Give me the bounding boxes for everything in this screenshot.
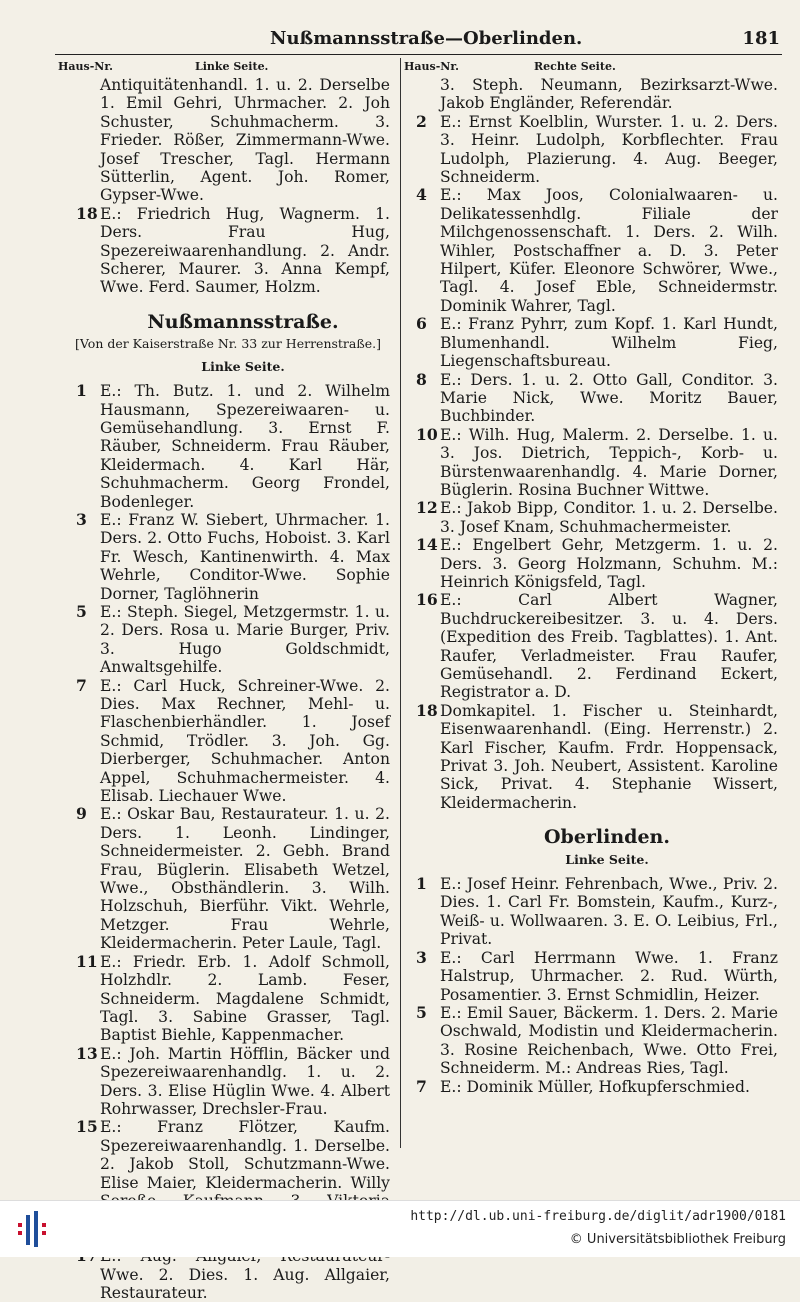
left-house-number-header: Haus-Nr. xyxy=(58,60,113,73)
address-entry xyxy=(406,113,778,187)
right-side-header: Rechte Seite. xyxy=(534,60,616,73)
entry-text: E.: Friedrich Hug, Wagnerm. 1. Ders. Frau Hug, Spezereiwaarenhandlung. 2. Andr. Scherer, Maurer. 3. Anna Kempf, Wwe. Ferd. Saumer, Holzm. xyxy=(100,204,390,297)
address-entry xyxy=(406,875,778,949)
house-number: 3 xyxy=(76,509,87,529)
house-number: 5 xyxy=(416,1002,427,1022)
house-number: 15 xyxy=(76,1117,98,1137)
column-divider xyxy=(400,58,401,1148)
entry-text: E.: Franz Flötzer, Kaufm. Spezereiwaarenhandlg. 1. Derselbe. 2. Jakob Stoll, Schutzmann-Wwe. Elise Maier, Kleidermacherin. Willy xyxy=(100,1118,390,1192)
left-side-header: Linke Seite. xyxy=(195,60,269,73)
section-title: Nußmannsstraße. xyxy=(147,310,339,333)
left-entry-list xyxy=(66,382,390,1302)
right-house-number-header: Haus-Nr. xyxy=(404,60,459,73)
entry-text: Wwe. 2. Dies. 1. Aug. Allgaier, Restaurateur. xyxy=(100,1265,390,1302)
right-column xyxy=(406,76,778,1096)
entry-text: E.: Joh. Martin Höfflin, Bäcker und Spezereiwaarenhandlg. 1. u. 2. Ders. 3. Elise Hüglin Wwe. 4. Albert Rohrwasser, Drechsler-Frau. xyxy=(100,1044,390,1118)
house-number: 18 xyxy=(76,203,98,223)
house-number: 4 xyxy=(416,185,427,205)
section-side-label: Linke Seite. xyxy=(565,851,649,867)
address-entry xyxy=(66,1045,390,1119)
house-number: 2 xyxy=(416,111,427,131)
address-entry xyxy=(406,1004,778,1078)
address-entry xyxy=(406,949,778,1004)
entry-text: E.: Franz Pyhrr, zum Kopf. 1. Karl Hundt, Blumenhandl. Wilhelm Fieg, Liegenschaftsbureau. xyxy=(440,315,778,371)
house-number: 6 xyxy=(416,314,427,334)
entry-text: E.: Th. Butz. 1. und 2. Wilhelm Hausmann, Spezereiwaaren- u. Gemüsehandlung. 3. Ernst F. Räuber, Schneiderm. Frau Räuber, Kleidermach. 4. Karl Här, Schuhmacherm. Georg Frondel, Bodenleger. xyxy=(100,382,390,511)
address-entry xyxy=(406,1078,778,1096)
address-entry xyxy=(66,382,390,511)
entry-text: Domkapitel. 1. Fischer u. Steinhardt, Eisenwaarenhandl. (Eing. Herrenstr.) 2. Karl Fischer, Kaufm. Frdr. Hoppensack, Privat 3. Joh. Neubert, Assistent. Karoline Sick, Privat. 4. Stephanie Wissert, Kleidermacherin. xyxy=(440,701,778,812)
entry-text: E.: Dominik Müller, Hofkupferschmied. xyxy=(440,1077,750,1096)
house-number: 14 xyxy=(416,535,438,555)
entry-text: E.: Max Joos, Colonialwaaren- u. Delikatessenhdlg. Filiale der Milchgenossenschaft. 1. Ders. 2. Wilh. Wihler, Postschaffner a. D. 3. Peter Hilpert, Küfer. Eleonore Schwörer, Wwe., Tagl. 4. Josef Eble, Schneidermstr. Dominik Wahrer, Tagl. xyxy=(440,186,778,315)
right-entry-list-2 xyxy=(406,875,778,1096)
address-entry xyxy=(406,186,778,315)
address-entry xyxy=(406,315,778,370)
address-entry xyxy=(406,536,778,591)
entry-text: E.: Josef Heinr. Fehrenbach, Wwe., Priv. 2. Dies. 1. Carl Fr. Bomstein, Kaufm., Kurz-, Weiß- u. Wollwaaren. 3. E. O. Leibius, Frl., Privat. xyxy=(440,875,778,949)
house-number: 11 xyxy=(76,951,98,971)
house-number: 16 xyxy=(416,590,438,610)
section-subtitle: [Von der Kaiserstraße Nr. 33 zur Herrenstraße.] xyxy=(75,336,381,352)
house-number: 10 xyxy=(416,424,438,444)
house-number: 3 xyxy=(416,947,427,967)
entry-text: E.: Jakob Bipp, Conditor. 1. u. 2. Derselbe. 3. Josef Knam, Schuhmachermeister. xyxy=(440,499,778,536)
address-entry xyxy=(406,499,778,536)
address-entry xyxy=(66,205,390,297)
page-title: Nußmannsstraße—Oberlinden. xyxy=(270,28,583,49)
entry-text: E.: Ernst Koelblin, Wurster. 1. u. 2. Ders. 3. Heinr. Ludolph, Korbflechter. Frau Ludolph, Plazierung. 4. Aug. Beeger, Schneiderm. xyxy=(440,112,778,187)
page-header xyxy=(0,28,800,52)
left-column xyxy=(66,76,390,1302)
section-title: Oberlinden. xyxy=(544,826,670,849)
section-side-label: Linke Seite. xyxy=(201,358,285,374)
address-entry xyxy=(66,953,390,1045)
entry-text: E.: Emil Sauer, Bäckerm. 1. Ders. 2. Marie Oschwald, Modistin und Kleidermacherin. 3. Rosine Reichenbach, Wwe. Otto Frei, Schneiderm. M.: Andreas Ries, Tagl. xyxy=(440,1003,778,1078)
address-entry xyxy=(406,702,778,812)
house-number: 1 xyxy=(76,381,87,401)
continued-entry: 3. Steph. Neumann, Bezirksarzt-Wwe. Jakob Engländer, Referendär. xyxy=(440,76,778,113)
entry-text: E.: Friedr. Erb. 1. Adolf Schmoll, Holzhdlr. 2. Lamb. Feser, Schneiderm. Magdalene Schmidt, Tagl. 3. Sabine Grasser, Tagl. Baptist Biehle, Kappenmacher. xyxy=(100,952,390,1045)
entry-text: E.: Carl Huck, Schreiner-Wwe. 2. Dies. Max Rechner, Mehl- u. Flaschenbierhändler. 1. Josef Schmid, Trödler. 3. Joh. Gg. Dierberger, Schuhmacher. Anton Appel, Schuhmachermeister. 4. Elisab. Liechauer Wwe. xyxy=(100,676,390,806)
address-entry xyxy=(66,511,390,603)
viewer-footer xyxy=(0,1200,800,1257)
house-number: 13 xyxy=(76,1043,98,1063)
continued-entry: Antiquitätenhandl. 1. u. 2. Derselbe 1. Emil Gehri, Uhrmacher. 2. Joh Schuster, Schuhmacherm. 3. Frieder. Rößer, Zimmermann-Wwe. Josef Trescher, Tagl. Hermann Sütterlin, Agent. Joh. Romer, Gypser-Wwe. xyxy=(100,76,390,205)
entry-text: E.: Ders. 1. u. 2. Otto Gall, Conditor. 3. Marie Nick, Wwe. Moritz Bauer, Buchbinder. xyxy=(440,370,778,426)
house-number: 9 xyxy=(76,804,87,824)
right-entry-list xyxy=(406,113,778,812)
page-number: 181 xyxy=(742,28,780,49)
address-entry xyxy=(406,426,778,500)
copyright-notice: © Universitätsbibliothek Freiburg xyxy=(569,1232,786,1247)
entry-text: E.: Steph. Siegel, Metzgermstr. 1. u. 2. Ders. Rosa u. Marie Burger, Priv. 3. Hugo Goldschmidt, Anwaltsgehilfe. xyxy=(100,602,390,677)
entry-text: E.: Oskar Bau, Restaurateur. 1. u. 2. Ders. 1. Leonh. Lindinger, Schneidermeister. 2. Gebh. Brand Frau, Büglerin. Elisabeth Wetzel, Wwe., Obsthändlerin. 3. Wilh. Holzschuh, Bierführ. Vikt. Wehrle, Metzger. Frau Wehrle, Kleidermacherin. Peter Laule, Tagl. xyxy=(100,805,390,953)
address-entry xyxy=(406,591,778,701)
house-number: 8 xyxy=(416,369,427,389)
address-entry xyxy=(66,677,390,806)
entry-text: E.: Carl Albert Wagner, Buchdruckereibesitzer. 3. u. 4. Ders. (Expedition des Freib. Tagblattes). 1. Ant. Raufer, Verladmeister. Frau Raufer, Gemüsehandl. 2. Ferdinand Eckert, Registrator a. D. xyxy=(440,591,778,702)
entry-text: E.: Engelbert Gehr, Metzgerm. 1. u. 2. Ders. 3. Georg Holzmann, Schuhm. M.: Heinrich Königsfeld, Tagl. xyxy=(440,536,778,591)
house-number: 12 xyxy=(416,498,438,518)
house-number: 7 xyxy=(416,1076,427,1096)
entry-text: E.: Wilh. Hug, Malerm. 2. Derselbe. 1. u. 3. Jos. Dietrich, Teppich-, Korb- u. Bürstenwaarenhandlg. 4. Marie Dorner, Büglerin. Rosina Buchner Wittwe. xyxy=(440,425,778,499)
house-number: 7 xyxy=(76,675,87,695)
permalink[interactable]: http://dl.ub.uni-freiburg.de/diglit/adr1900/0181 xyxy=(410,1209,786,1224)
entry-text: E.: Carl Herrmann Wwe. 1. Franz Halstrup, Uhrmacher. 2. Rud. Würth, Posamentier. 3. Ernst Schmidlin, Heizer. xyxy=(440,948,778,1004)
address-entry xyxy=(406,371,778,426)
house-number: 1 xyxy=(416,874,427,894)
entry-text: E.: Franz W. Siebert, Uhrmacher. 1. Ders. 2. Otto Fuchs, Hoboist. 3. Karl Fr. Wesch, Kantinenwirth. 4. Max Wehrle, Conditor-Wwe. Sophie Dorner, Taglöhnerin xyxy=(100,510,390,603)
address-entry xyxy=(66,603,390,677)
address-entry xyxy=(66,805,390,952)
header-rule xyxy=(55,54,782,55)
library-logo-icon xyxy=(14,1209,54,1249)
house-number: 18 xyxy=(416,700,438,720)
house-number: 5 xyxy=(76,601,87,621)
